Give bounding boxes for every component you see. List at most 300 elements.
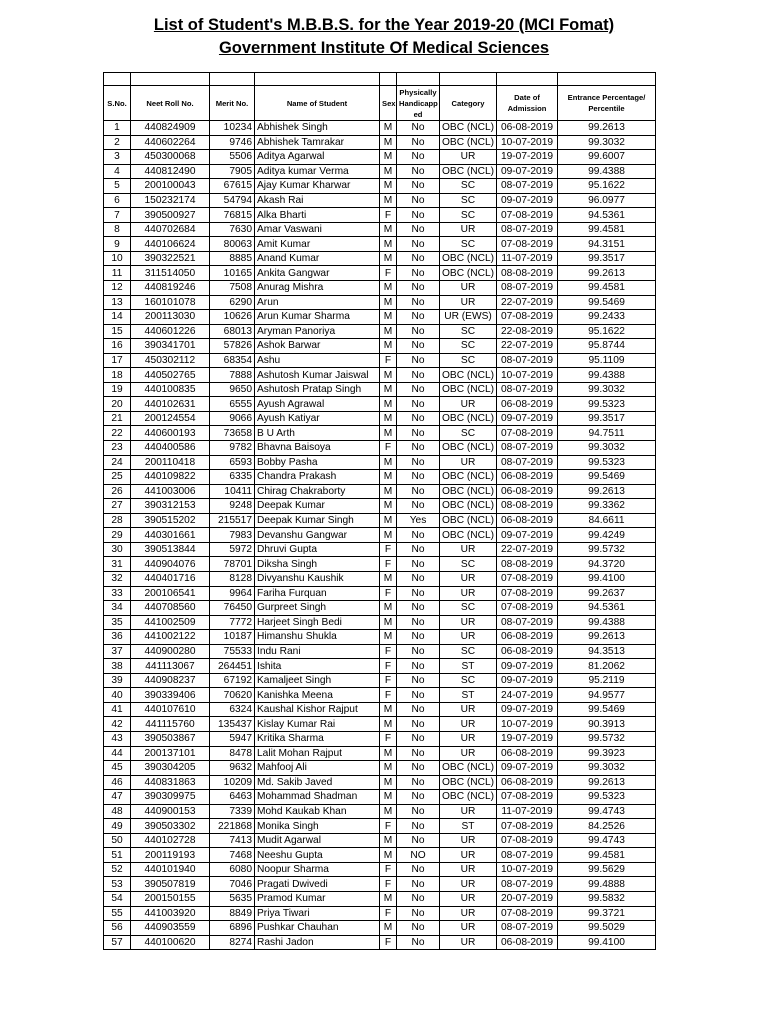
cell-category: SC [440, 324, 497, 339]
cell-physically-handicapped: No [397, 804, 440, 819]
cell-sex: M [380, 295, 397, 310]
col-header-sex: Sex [380, 86, 397, 121]
cell-neet-roll: 200150155 [131, 891, 210, 906]
cell-percentile: 99.3721 [558, 906, 656, 921]
header-row [104, 86, 656, 121]
cell-merit: 9782 [210, 441, 255, 456]
cell-neet-roll: 440100835 [131, 382, 210, 397]
cell-sex: M [380, 411, 397, 426]
cell-name: Deepak Kumar Singh [255, 513, 380, 528]
cell-sno: 2 [104, 135, 131, 150]
cell-sex: M [380, 324, 397, 339]
cell-merit: 8128 [210, 571, 255, 586]
cell-merit: 6463 [210, 790, 255, 805]
cell-date-of-admission: 06-08-2019 [497, 484, 558, 499]
col-header-neet-roll: Neet Roll No. [131, 86, 210, 121]
cell-name: Devanshu Gangwar [255, 528, 380, 543]
cell-merit: 8274 [210, 935, 255, 950]
cell-sex: M [380, 310, 397, 325]
cell-sex: M [380, 484, 397, 499]
cell-neet-roll: 440101940 [131, 862, 210, 877]
table-row [104, 237, 656, 252]
cell-neet-roll: 441003920 [131, 906, 210, 921]
cell-sno: 21 [104, 411, 131, 426]
cell-date-of-admission: 09-07-2019 [497, 164, 558, 179]
cell-percentile: 95.1109 [558, 353, 656, 368]
cell-neet-roll: 440600193 [131, 426, 210, 441]
cell-date-of-admission: 07-08-2019 [497, 426, 558, 441]
table-row [104, 513, 656, 528]
cell-physically-handicapped: No [397, 659, 440, 674]
cell-percentile: 99.4743 [558, 804, 656, 819]
cell-neet-roll: 200106541 [131, 586, 210, 601]
cell-neet-roll: 440109822 [131, 470, 210, 485]
cell-category: UR [440, 921, 497, 936]
cell-physically-handicapped: No [397, 775, 440, 790]
cell-merit: 9632 [210, 761, 255, 776]
cell-merit: 7772 [210, 615, 255, 630]
header-spacer-row [104, 73, 656, 86]
cell-sno: 37 [104, 644, 131, 659]
cell-date-of-admission: 10-07-2019 [497, 862, 558, 877]
cell-physically-handicapped: No [397, 411, 440, 426]
cell-name: Neeshu Gupta [255, 848, 380, 863]
cell-sex: M [380, 513, 397, 528]
cell-date-of-admission: 10-07-2019 [497, 135, 558, 150]
cell-sex: F [380, 644, 397, 659]
cell-merit: 10411 [210, 484, 255, 499]
cell-neet-roll: 440819246 [131, 281, 210, 296]
cell-category: UR [440, 804, 497, 819]
cell-date-of-admission: 19-07-2019 [497, 150, 558, 165]
cell-sno: 15 [104, 324, 131, 339]
cell-name: Akash Rai [255, 193, 380, 208]
cell-physically-handicapped: No [397, 441, 440, 456]
table-row [104, 833, 656, 848]
cell-name: Pushkar Chauhan [255, 921, 380, 936]
cell-category: OBC (NCL) [440, 499, 497, 514]
cell-sno: 18 [104, 368, 131, 383]
cell-sno: 14 [104, 310, 131, 325]
cell-merit: 8849 [210, 906, 255, 921]
cell-merit: 10209 [210, 775, 255, 790]
cell-sno: 19 [104, 382, 131, 397]
cell-neet-roll: 160101078 [131, 295, 210, 310]
table-row [104, 426, 656, 441]
cell-name: Amit Kumar [255, 237, 380, 252]
cell-physically-handicapped: No [397, 237, 440, 252]
cell-physically-handicapped: No [397, 702, 440, 717]
table-row [104, 761, 656, 776]
cell-physically-handicapped: No [397, 644, 440, 659]
cell-category: UR [440, 571, 497, 586]
cell-sno: 6 [104, 193, 131, 208]
cell-sex: M [380, 804, 397, 819]
cell-date-of-admission: 09-07-2019 [497, 411, 558, 426]
cell-sex: F [380, 353, 397, 368]
col-header-physically-handicapped: Physically Handicapp ed [397, 86, 440, 121]
cell-sex: M [380, 601, 397, 616]
cell-category: UR [440, 702, 497, 717]
cell-name: Mahfooj Ali [255, 761, 380, 776]
cell-name: Diksha Singh [255, 557, 380, 572]
cell-merit: 57826 [210, 339, 255, 354]
cell-merit: 5506 [210, 150, 255, 165]
cell-date-of-admission: 11-07-2019 [497, 251, 558, 266]
cell-name: Ajay Kumar Kharwar [255, 179, 380, 194]
cell-name: Abhishek Tamrakar [255, 135, 380, 150]
cell-sex: M [380, 761, 397, 776]
cell-neet-roll: 441113067 [131, 659, 210, 674]
cell-physically-handicapped: No [397, 295, 440, 310]
cell-sex: M [380, 528, 397, 543]
cell-sex: M [380, 193, 397, 208]
student-list-table [103, 72, 656, 950]
col-header-date-of-admission: Date of Admission [497, 86, 558, 121]
cell-physically-handicapped: No [397, 731, 440, 746]
cell-name: Ayush Katiyar [255, 411, 380, 426]
cell-name: Aditya kumar Verma [255, 164, 380, 179]
cell-name: Anand Kumar [255, 251, 380, 266]
cell-sex: M [380, 164, 397, 179]
cell-merit: 75533 [210, 644, 255, 659]
cell-category: OBC (NCL) [440, 484, 497, 499]
cell-category: SC [440, 644, 497, 659]
cell-percentile: 99.4249 [558, 528, 656, 543]
cell-date-of-admission: 06-08-2019 [497, 121, 558, 136]
cell-merit: 7508 [210, 281, 255, 296]
cell-category: UR [440, 281, 497, 296]
table-row [104, 877, 656, 892]
cell-name: Himanshu Shukla [255, 630, 380, 645]
table-row [104, 688, 656, 703]
cell-physically-handicapped: No [397, 121, 440, 136]
cell-name: Aryman Panoriya [255, 324, 380, 339]
cell-category: UR [440, 891, 497, 906]
cell-name: Rashi Jadon [255, 935, 380, 950]
cell-name: Md. Sakib Javed [255, 775, 380, 790]
cell-sno: 24 [104, 455, 131, 470]
cell-neet-roll: 441115760 [131, 717, 210, 732]
cell-sno: 48 [104, 804, 131, 819]
cell-category: UR [440, 455, 497, 470]
cell-physically-handicapped: No [397, 281, 440, 296]
cell-sno: 13 [104, 295, 131, 310]
cell-date-of-admission: 08-07-2019 [497, 222, 558, 237]
cell-sex: F [380, 731, 397, 746]
cell-name: Aditya Agarwal [255, 150, 380, 165]
cell-neet-roll: 440601226 [131, 324, 210, 339]
cell-physically-handicapped: No [397, 819, 440, 834]
cell-sex: M [380, 237, 397, 252]
cell-sex: M [380, 790, 397, 805]
table-row [104, 819, 656, 834]
cell-percentile: 99.3923 [558, 746, 656, 761]
table-row [104, 353, 656, 368]
cell-name: Bobby Pasha [255, 455, 380, 470]
cell-category: OBC (NCL) [440, 251, 497, 266]
cell-name: Gurpreet Singh [255, 601, 380, 616]
cell-neet-roll: 441002509 [131, 615, 210, 630]
cell-sex: F [380, 862, 397, 877]
cell-percentile: 84.6611 [558, 513, 656, 528]
cell-percentile: 99.3032 [558, 382, 656, 397]
cell-sno: 23 [104, 441, 131, 456]
cell-neet-roll: 390503302 [131, 819, 210, 834]
cell-merit: 5635 [210, 891, 255, 906]
cell-sex: M [380, 775, 397, 790]
cell-category: OBC (NCL) [440, 382, 497, 397]
cell-percentile: 99.2637 [558, 586, 656, 601]
cell-sex: M [380, 455, 397, 470]
cell-date-of-admission: 09-07-2019 [497, 673, 558, 688]
cell-percentile: 99.5323 [558, 790, 656, 805]
table-row [104, 470, 656, 485]
cell-merit: 54794 [210, 193, 255, 208]
cell-category: UR [440, 222, 497, 237]
cell-category: SC [440, 601, 497, 616]
cell-date-of-admission: 22-08-2019 [497, 324, 558, 339]
cell-date-of-admission: 08-08-2019 [497, 266, 558, 281]
cell-merit: 7888 [210, 368, 255, 383]
cell-sno: 36 [104, 630, 131, 645]
table-row [104, 266, 656, 281]
table-row [104, 179, 656, 194]
table-row [104, 484, 656, 499]
cell-percentile: 99.5469 [558, 470, 656, 485]
cell-category: UR [440, 935, 497, 950]
cell-category: UR [440, 150, 497, 165]
cell-sno: 53 [104, 877, 131, 892]
table-row [104, 251, 656, 266]
cell-sno: 3 [104, 150, 131, 165]
cell-percentile: 94.5361 [558, 208, 656, 223]
cell-physically-handicapped: No [397, 906, 440, 921]
table-row [104, 455, 656, 470]
cell-percentile: 94.3720 [558, 557, 656, 572]
cell-merit: 7630 [210, 222, 255, 237]
student-rows [104, 121, 656, 950]
cell-merit: 6324 [210, 702, 255, 717]
table-row [104, 208, 656, 223]
cell-merit: 6593 [210, 455, 255, 470]
cell-name: Arun [255, 295, 380, 310]
table-row [104, 528, 656, 543]
cell-physically-handicapped: No [397, 499, 440, 514]
cell-neet-roll: 440502765 [131, 368, 210, 383]
cell-date-of-admission: 20-07-2019 [497, 891, 558, 906]
cell-neet-roll: 200124554 [131, 411, 210, 426]
cell-date-of-admission: 06-08-2019 [497, 513, 558, 528]
table-row [104, 921, 656, 936]
cell-date-of-admission: 07-08-2019 [497, 237, 558, 252]
cell-neet-roll: 390312153 [131, 499, 210, 514]
cell-name: Indu Rani [255, 644, 380, 659]
cell-name: Ishita [255, 659, 380, 674]
cell-name: Noopur Sharma [255, 862, 380, 877]
cell-merit: 68013 [210, 324, 255, 339]
cell-date-of-admission: 07-08-2019 [497, 208, 558, 223]
cell-name: Mohammad Shadman [255, 790, 380, 805]
cell-sno: 32 [104, 571, 131, 586]
cell-date-of-admission: 24-07-2019 [497, 688, 558, 703]
cell-merit: 8478 [210, 746, 255, 761]
cell-neet-roll: 440702684 [131, 222, 210, 237]
cell-merit: 10234 [210, 121, 255, 136]
cell-sno: 39 [104, 673, 131, 688]
table-row [104, 397, 656, 412]
cell-category: OBC (NCL) [440, 164, 497, 179]
cell-physically-handicapped: No [397, 790, 440, 805]
cell-merit: 78701 [210, 557, 255, 572]
cell-date-of-admission: 07-08-2019 [497, 586, 558, 601]
institute-name: Government Institute Of Medical Sciences [218, 39, 550, 57]
cell-physically-handicapped: No [397, 557, 440, 572]
cell-neet-roll: 440831863 [131, 775, 210, 790]
col-header-sno: S.No. [104, 86, 131, 121]
cell-merit: 9650 [210, 382, 255, 397]
cell-percentile: 84.2526 [558, 819, 656, 834]
cell-merit: 6896 [210, 921, 255, 936]
cell-name: Kanishka Meena [255, 688, 380, 703]
cell-category: UR [440, 397, 497, 412]
page-title: List of Student's M.B.B.S. for the Year 2019-20 (MCI Fomat) [153, 16, 615, 34]
cell-percentile: 94.9577 [558, 688, 656, 703]
cell-date-of-admission: 22-07-2019 [497, 542, 558, 557]
cell-name: Dhruvi Gupta [255, 542, 380, 557]
cell-sno: 50 [104, 833, 131, 848]
cell-category: OBC (NCL) [440, 761, 497, 776]
cell-category: OBC (NCL) [440, 121, 497, 136]
cell-physically-handicapped: No [397, 164, 440, 179]
cell-sex: M [380, 135, 397, 150]
cell-sno: 38 [104, 659, 131, 674]
cell-sno: 27 [104, 499, 131, 514]
cell-name: Ashu [255, 353, 380, 368]
cell-percentile: 99.3032 [558, 761, 656, 776]
cell-physically-handicapped: No [397, 921, 440, 936]
cell-merit: 9746 [210, 135, 255, 150]
cell-date-of-admission: 08-07-2019 [497, 179, 558, 194]
cell-name: Alka Bharti [255, 208, 380, 223]
cell-category: UR [440, 848, 497, 863]
cell-percentile: 94.3513 [558, 644, 656, 659]
cell-percentile: 99.5732 [558, 731, 656, 746]
cell-category: UR [440, 862, 497, 877]
cell-name: Harjeet Singh Bedi [255, 615, 380, 630]
cell-merit: 6080 [210, 862, 255, 877]
cell-neet-roll: 440301661 [131, 528, 210, 543]
cell-category: OBC (NCL) [440, 411, 497, 426]
cell-sex: F [380, 688, 397, 703]
cell-sex: F [380, 906, 397, 921]
cell-sex: M [380, 891, 397, 906]
cell-merit: 7339 [210, 804, 255, 819]
cell-sno: 20 [104, 397, 131, 412]
cell-merit: 7468 [210, 848, 255, 863]
cell-sex: M [380, 426, 397, 441]
cell-neet-roll: 440900153 [131, 804, 210, 819]
cell-sex: M [380, 702, 397, 717]
cell-name: Ayush Agrawal [255, 397, 380, 412]
cell-sex: M [380, 397, 397, 412]
cell-neet-roll: 440708560 [131, 601, 210, 616]
cell-category: ST [440, 659, 497, 674]
cell-date-of-admission: 06-08-2019 [497, 397, 558, 412]
cell-sno: 9 [104, 237, 131, 252]
cell-physically-handicapped: No [397, 935, 440, 950]
cell-sex: F [380, 208, 397, 223]
table-row [104, 310, 656, 325]
table-row [104, 121, 656, 136]
table-row [104, 295, 656, 310]
table-row [104, 804, 656, 819]
cell-name: Pragati Dwivedi [255, 877, 380, 892]
cell-date-of-admission: 09-07-2019 [497, 528, 558, 543]
cell-name: Ankita Gangwar [255, 266, 380, 281]
cell-physically-handicapped: No [397, 862, 440, 877]
cell-name: Abhishek Singh [255, 121, 380, 136]
table-row [104, 630, 656, 645]
cell-neet-roll: 390339406 [131, 688, 210, 703]
cell-neet-roll: 441003006 [131, 484, 210, 499]
cell-name: Amar Vaswani [255, 222, 380, 237]
cell-percentile: 81.2062 [558, 659, 656, 674]
cell-neet-roll: 440102631 [131, 397, 210, 412]
cell-neet-roll: 390500927 [131, 208, 210, 223]
cell-percentile: 95.1622 [558, 324, 656, 339]
cell-category: SC [440, 339, 497, 354]
table-row [104, 193, 656, 208]
cell-name: Fariha Furquan [255, 586, 380, 601]
cell-percentile: 99.2433 [558, 310, 656, 325]
cell-percentile: 99.4581 [558, 281, 656, 296]
cell-merit: 8885 [210, 251, 255, 266]
cell-date-of-admission: 08-07-2019 [497, 877, 558, 892]
cell-sex: M [380, 615, 397, 630]
table-row [104, 906, 656, 921]
cell-percentile: 94.5361 [558, 601, 656, 616]
cell-date-of-admission: 08-07-2019 [497, 281, 558, 296]
cell-neet-roll: 390304205 [131, 761, 210, 776]
cell-neet-roll: 440106624 [131, 237, 210, 252]
cell-neet-roll: 200100043 [131, 179, 210, 194]
cell-physically-handicapped: No [397, 528, 440, 543]
cell-merit: 7046 [210, 877, 255, 892]
cell-neet-roll: 440903559 [131, 921, 210, 936]
cell-sno: 22 [104, 426, 131, 441]
cell-physically-handicapped: No [397, 673, 440, 688]
cell-name: Mohd Kaukab Khan [255, 804, 380, 819]
col-header-merit: Merit No. [210, 86, 255, 121]
cell-physically-handicapped: No [397, 150, 440, 165]
cell-percentile: 99.5832 [558, 891, 656, 906]
cell-merit: 135437 [210, 717, 255, 732]
cell-sex: M [380, 833, 397, 848]
cell-physically-handicapped: No [397, 571, 440, 586]
cell-neet-roll: 440900280 [131, 644, 210, 659]
cell-merit: 9066 [210, 411, 255, 426]
cell-sex: M [380, 179, 397, 194]
cell-name: Pramod Kumar [255, 891, 380, 906]
cell-percentile: 99.4388 [558, 164, 656, 179]
cell-sno: 25 [104, 470, 131, 485]
cell-sex: M [380, 848, 397, 863]
cell-category: SC [440, 426, 497, 441]
table-row [104, 150, 656, 165]
cell-physically-handicapped: No [397, 586, 440, 601]
table-row [104, 339, 656, 354]
